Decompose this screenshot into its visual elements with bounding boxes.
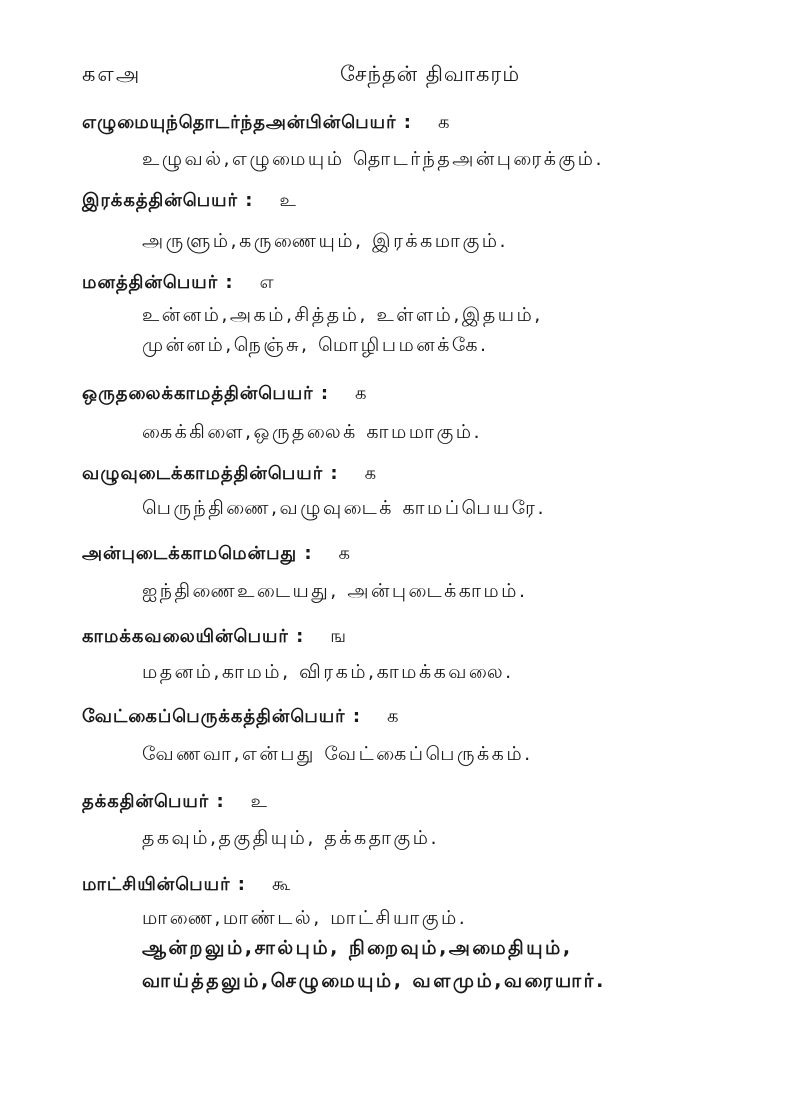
section-heading [82,272,275,295]
heading-text: வழுவுடைக்காமத்தின்பெயர் : [82,463,339,484]
word-count: க [387,706,400,727]
page-number: கஎஅ [82,62,142,86]
word-count: க [437,112,451,133]
heading-text: ஒருதலைக்காமத்தின்பெயர் : [82,383,330,404]
word-count: உ [250,791,269,812]
verse-line: மாணை,மாண்டல், மாட்சியாகும். [142,907,468,929]
section-heading [82,383,368,406]
verse-line: வாய்த்தலும்,செழுமையும், வளமும்,வரையார். [142,970,606,992]
verse-line: உழுவல்,எழுமையும் தொடர்ந்தஅன்புரைக்கும். [142,148,604,170]
word-count: உ [279,190,297,211]
heading-text: வேட்கைப்பெருக்கத்தின்பெயர் : [82,706,362,727]
section-heading [82,543,351,566]
word-count: க [338,543,352,564]
verse-line: வேணவா,என்பது வேட்கைப்பெருக்கம். [142,743,533,765]
heading-text: தக்கதின்பெயர் : [82,791,225,812]
verse-line: முன்னம்,நெஞ்சு, மொழிபமனக்கே. [142,334,489,356]
section-heading [82,791,268,814]
heading-text: மனத்தின்பெயர் : [82,272,234,293]
heading-text: காமக்கவலையின்பெயர் : [82,626,305,647]
word-count: எ [259,272,275,293]
section-heading [82,112,450,135]
heading-text: மாட்சியின்பெயர் : [82,874,246,895]
section-heading [82,463,377,486]
verse-line: மதனம்,காமம், விரகம்,காமக்கவலை. [142,661,514,683]
verse-line: உன்னம்,அகம்,சித்தம், உள்ளம்,இதயம், [142,304,543,326]
heading-text: அன்புடைக்காமமென்பது : [82,543,313,564]
verse-line: அருளும்,கருணையும், இரக்கமாகும். [142,230,509,252]
word-count: ங [330,626,348,647]
word-count: க [355,383,368,404]
section-heading [82,706,400,729]
word-count: க [364,463,378,484]
verse-line: ஐந்திணைஉடையது, அன்புடைக்காமம். [142,580,528,602]
word-count: கூ [271,874,292,895]
verse-line: தகவும்,தகுதியும், தக்கதாகும். [142,827,440,849]
verse-line: ஆன்றலும்,சால்பும், நிறைவும்,அமைதியும், [142,937,573,959]
section-heading [82,190,297,213]
section-heading [82,874,291,897]
heading-text: இரக்கத்தின்பெயர் : [82,190,254,211]
verse-line: கைக்கிளை,ஒருதலைக் காமமாகும். [142,421,483,443]
verse-line: பெருந்திணை,வழுவுடைக் காமப்பெயரே. [142,497,547,519]
heading-text: எழுமையுந்தொடர்ந்தஅன்பின்பெயர் : [82,112,412,133]
book-title: சேந்தன் திவாகரம் [340,62,521,86]
section-heading [82,626,347,649]
